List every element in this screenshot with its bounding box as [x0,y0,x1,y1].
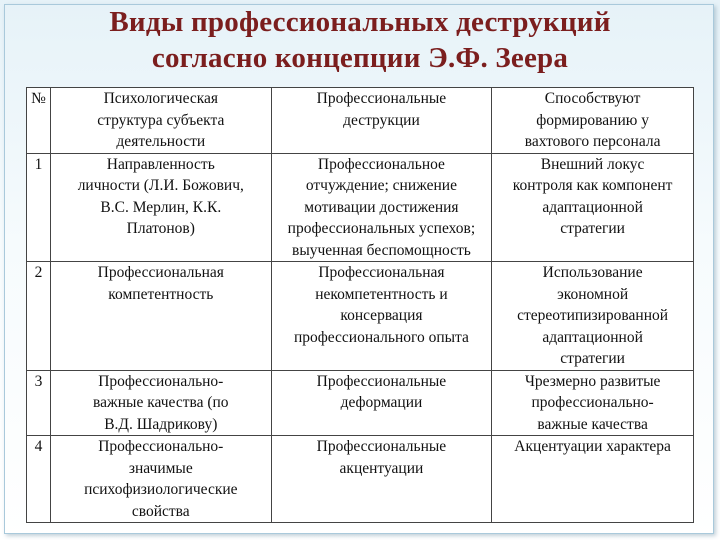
row-num: 4 [27,436,51,523]
row-structure: Профессиональная компетентность [50,262,271,371]
row-contribute: Внешний локус контроля как компонент адаптационной стратегии [492,153,694,262]
header-contribute: Способствуют формированию у вахтового персонала [492,88,694,154]
header-num: № [27,88,51,154]
row-destruction: Профессиональные деформации [271,370,492,436]
row-structure: Направленность личности (Л.И. Божович, В.С. Мерлин, К.К. Платонов) [50,153,271,262]
title-line-2: согласно концепции Э.Ф. Зеера [151,42,569,74]
table-row [27,370,694,436]
row-structure: Профессионально- значимые психофизиологические свойства [50,436,271,523]
row-destruction: Профессиональная некомпетентность и консервация профессионального опыта [271,262,492,371]
title-line-1: Виды профессиональных деструкций [109,6,611,38]
row-num: 1 [27,153,51,262]
row-num: 2 [27,262,51,371]
header-destructions: Профессиональные деструкции [271,88,492,154]
row-destruction: Профессиональные акцентуации [271,436,492,523]
row-num: 3 [27,370,51,436]
destructions-table [26,87,694,523]
table-header-row [27,88,694,154]
row-destruction: Профессиональное отчуждение; снижение мотивации достижения профессиональных успехов; выученная беспомощность [271,153,492,262]
row-contribute: Акцентуации характера [492,436,694,523]
header-structure: Психологическая структура субъекта деятельности [50,88,271,154]
row-structure: Профессионально- важные качества (по В.Д. Шадрикову) [50,370,271,436]
table-row [27,262,694,371]
table-row [27,436,694,523]
slide-title [0,4,720,76]
row-contribute: Чрезмерно развитые профессионально- важные качества [492,370,694,436]
table-row [27,153,694,262]
row-contribute: Использование экономной стереотипизированной адаптационной стратегии [492,262,694,371]
